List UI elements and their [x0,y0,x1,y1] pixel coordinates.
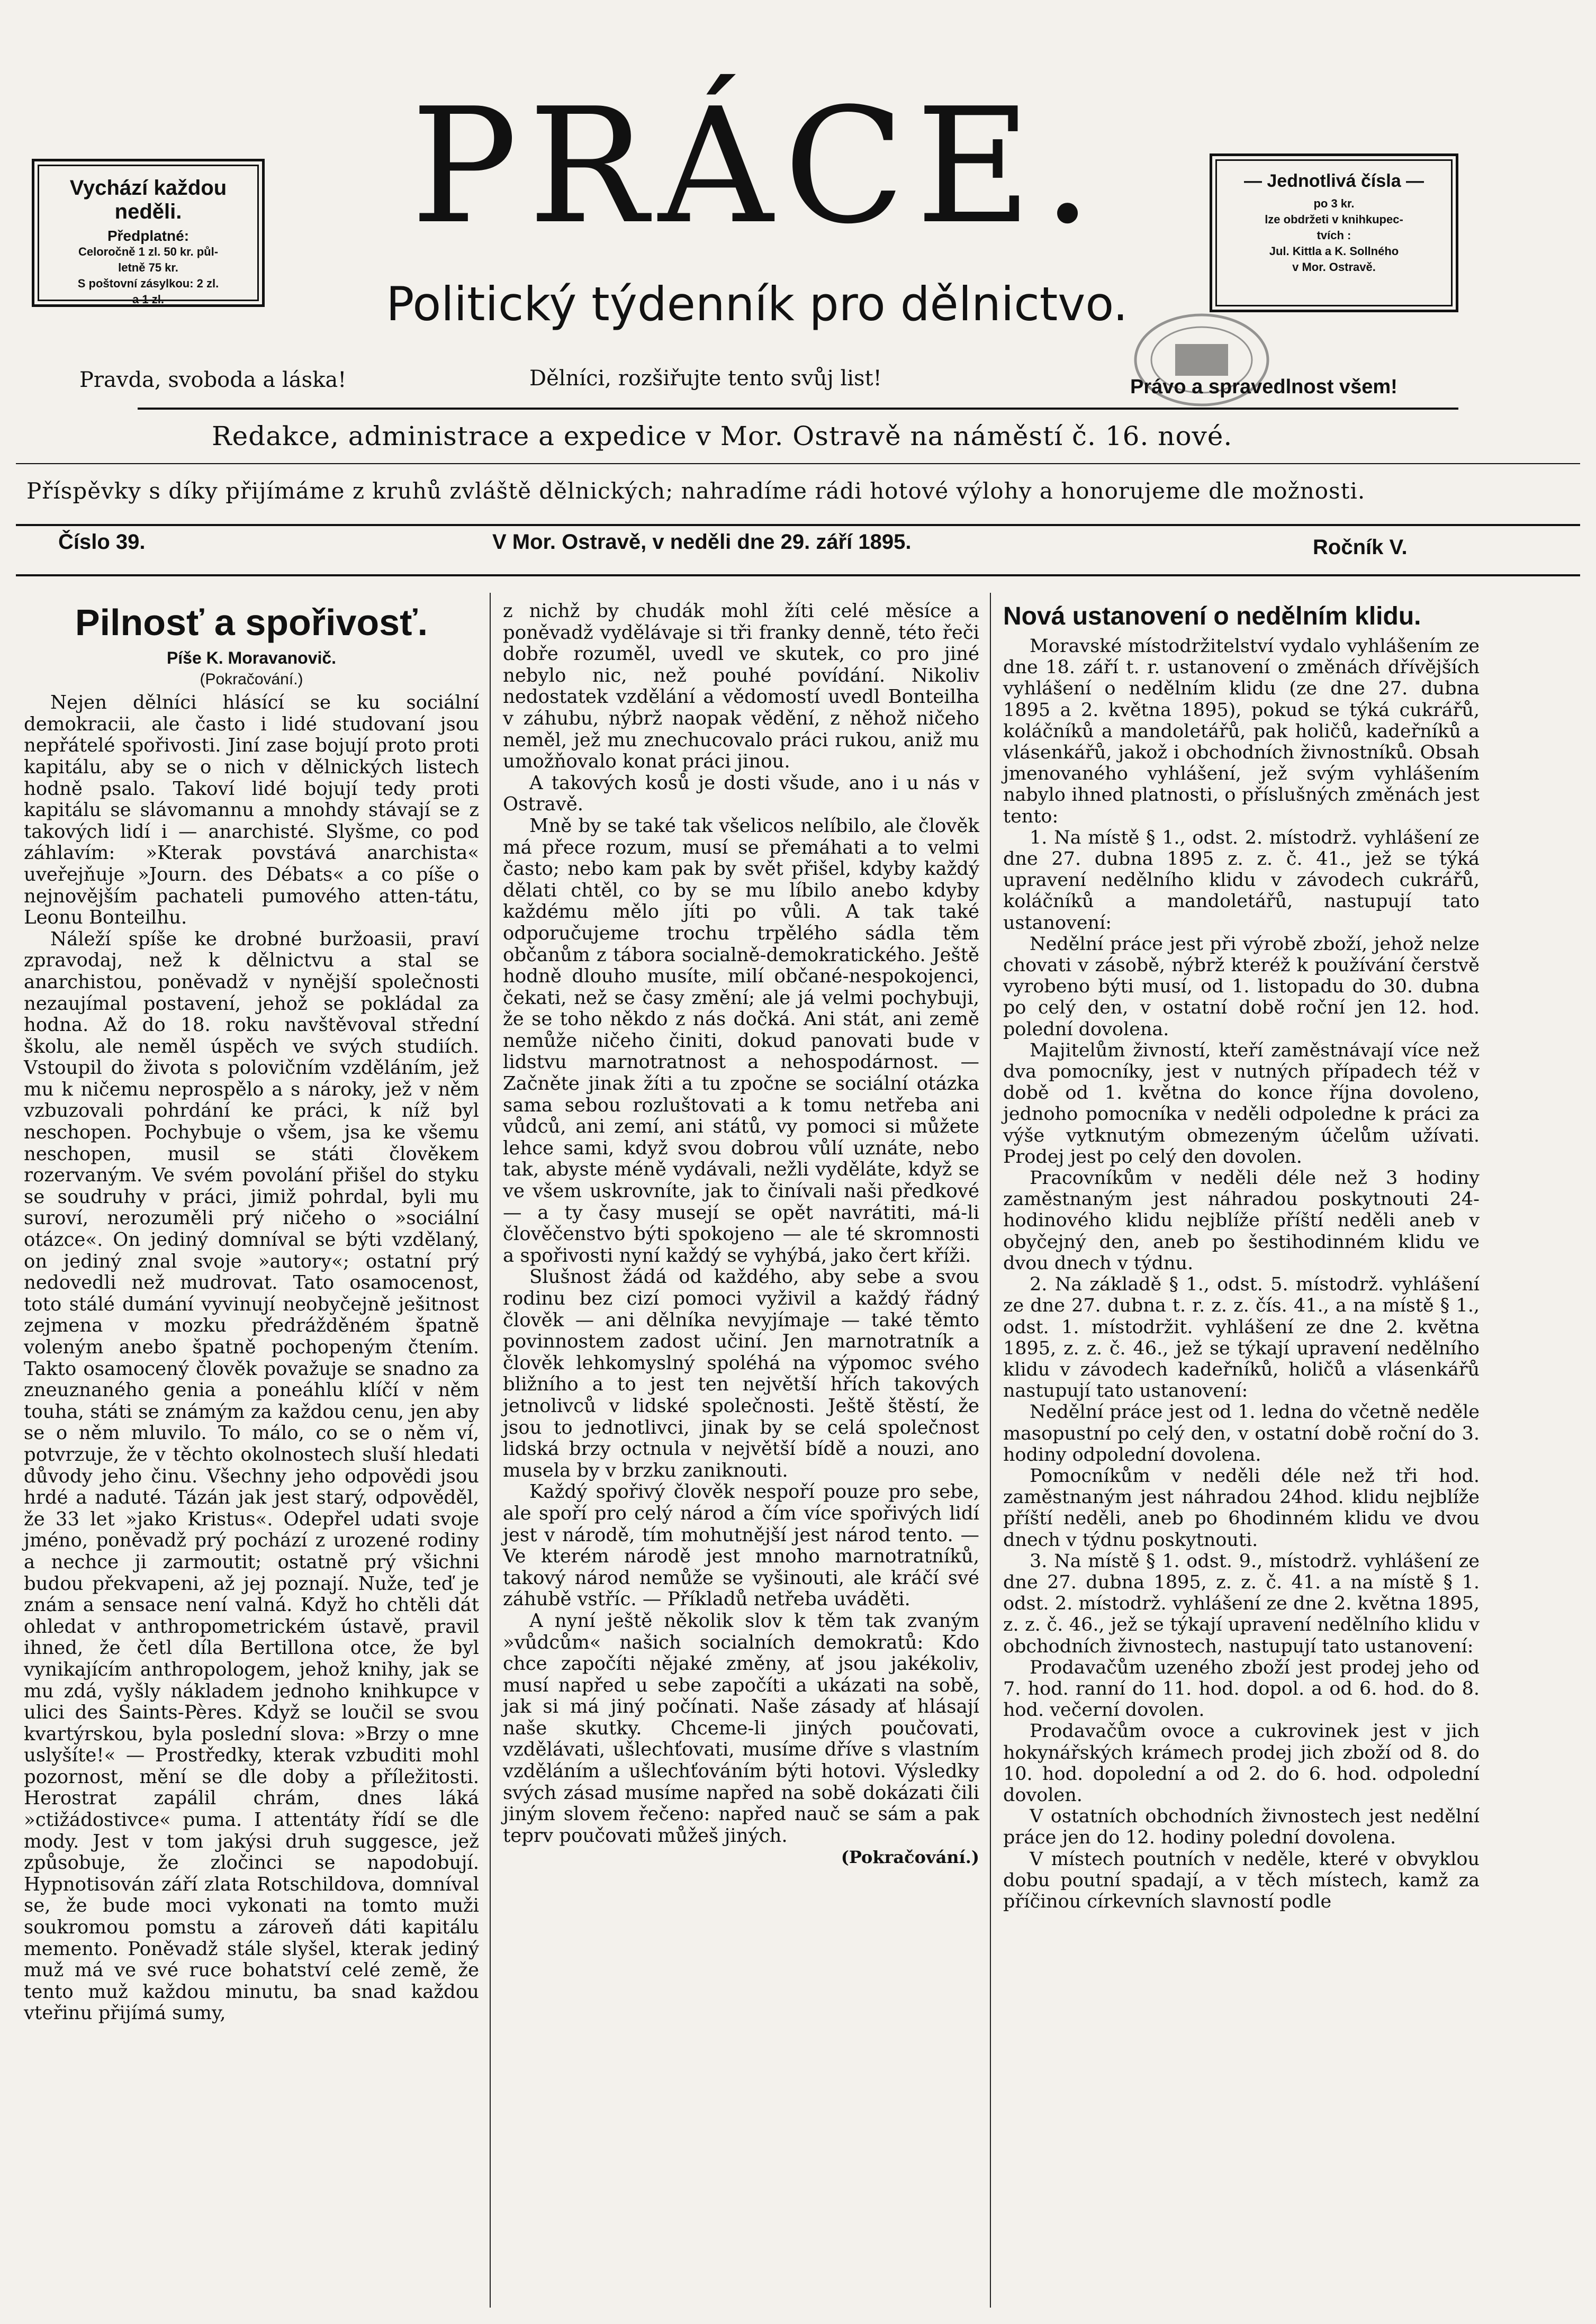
article-title: Pilnosť a spořivosť. [75,602,428,643]
column-3 [1003,601,1480,1912]
article-note: (Pokračování.) [200,670,303,688]
masthead-subtitle: Politický týdenník pro dělnictvo. [386,277,1128,331]
single-issue-line: lze obdržeti v knihkupec- [1265,213,1403,226]
paragraph: 3. Na místě § 1. odst. 9., místodrž. vyhlášení ze dne 27. dubna 1895, z. z. č. 41. a na místě § 1. odst. 2. místodrž. vyhlášení ze dne 2. května 1895, z. z. č. 46., jež se týkají upravení nedělního klidu v obchodních živnostech, nastupují tato ustanovení: [1003,1550,1480,1657]
dateline: V Mor. Ostravě, v neděli dne 29. září 1895. [492,530,912,554]
subscription-title: Vychází každou neděli. [69,176,227,223]
motto-left: Pravda, svoboda a láska! [79,368,347,392]
column-1 [24,601,479,2024]
motto-right: Právo a spravedlnost všem! [1130,376,1397,398]
paragraph: Prodavačům uzeného zboží jest prodej jeho od 7. hod. ranní do 11. hod. dopol. a od 6. hod. do 8. hod. večerní dovolen. [1003,1657,1480,1721]
motto-center: Dělníci, rozšiřujte tento svůj list! [529,366,882,391]
single-issue-line: po 3 kr. [1313,197,1355,210]
paragraph: Náleží spíše ke drobné buržoasii, praví zpravodaj, než k dělnictvu a stal se anarchistou, poněvadž v nynější společnosti nezaujímal postavení, jehož se pokládal za hodna. Až do 18. roku navštěvoval střední školu, ale neměl úspěch ve svých studiích. Vstoupil do života s polovičním vzděláním, jež mu k ničemu neprospělo a s nároky, jež v něm vzbuzovali pohrdání ke práci, k níž byl neschopen. Pochybuje o všem, jsa ke všemu neschopen, musil se státi člověkem rozervaným. Ve svém povolání přišel do styku se soudruhy v práci, jimiž pohrdal, byli mu suroví, nerozuměli prý ničeho o »sociální otázce«. On jediný domníval se býti vzdělaný, on jediný znal svoje »autory«; ostatní prý nedovedli než mudrovat. Tato osamocenost, toto stálé dumání vyvinují neobyčejně ješitnost zejmena v mozku předrážděném špatně voleným anebo špatně pochopeným čtením. Takto osamocený člověk považuje se snadno za zneuznaného genia a poneáhlu klíčí v něm touha, státi se známým za každou cenu, jen aby se o něm mluvilo. To málo, co se o něm ví, potvrzuje, že v těchto okolnostech sluší hledati důvody jeho činu. Všechny jeho odpovědi jsou hrdé a naduté. Tázán jak jest starý, odpověděl, že 33 let »jako Kristus«. Odepřel udati svoje jméno, poněvadž prý pochází z urozené rodiny a nechce ji zarmoutit; ostatně prý všichni budou překvapeni, až jej poznají. Nuže, teď je znám a sensace není valná. Když ho chtěli dát ohledat v anthropometrickém ústavě, pravil ihned, že četl díla Bertillona otce, že byl vynikajícím anthropologem, jehož knihy, jak se mu zdá, vyšly nákladem jednoho knihkupce v ulici des Saints-Pères. Když se loučil se svou kvartýrskou, byla poslední slova: »Brzy o mne uslyšíte!« — Prostředky, kterak vzbuditi mohl pozornost, mění se dle doby a příležitosti. Herostrat zapálil chrám, dnes láká »ctižádostivce« puma. I attentáty řídí se dle mody. Jest v tom jakýsi druh suggesce, jež způsobuje, že zločinci se napodobují. Hypnotisován září zlata Rotschildova, domníval se, že bude moci vykonati na tomto muži soukromou pomstu a zároveň dáti kapitálu memento. Poněvadž stále slyšel, kterak jediný muž má ve své ruce bohatství celé země, že tento muž každou minutu, ba snad každou vteřinu přijímá sumy, [24,928,479,2024]
single-issue-line: tvích : [1317,229,1351,242]
masthead-title: PRÁCE. [410,74,1104,259]
paragraph: z nichž by chudák mohl žíti celé měsíce a poněvadž vydělávaje si tři franky denně, této řeči dobře rozuměl, uvedl ve skutek, co pro jiné nebylo nic, než pouhé povídání. Nikoliv nedostatek vzdělání a vědomostí uvedl Bonteilha v záhubu, nýbrž naopak vědění, z něhož ničeho neměl, jež mu znechucovalo práci rukou, aniž mu umožňovalo konat práci jinou. [503,600,979,773]
paragraph: 1. Na místě § 1., odst. 2. místodrž. vyhlášení ze dne 27. dubna 1895 z. z. č. 41., jež se týká upravení nedělního klidu v závodech cukrářů, koláčníků a mandoletářů, nastupují tato ustanovení: [1003,827,1480,934]
paragraph: A takových kosů je dosti všude, ano i u nás v Ostravě. [503,772,979,816]
paragraph: Pomocníkům v neděli déle než tři hod. zaměstnaným jest náhradou 24hod. klidu nejblíže příští neděli, aneb po 6hodinném klidu ve dvou dnech v týdnu poskytnouti. [1003,1465,1480,1551]
subscription-line: a 1 zl. [132,293,164,306]
paragraph: Pracovníkům v neděli déle než 3 hodiny zaměstnaným jest náhradou poskytnouti 24-hodinového klidu nejblíže příští neděli aneb v obyčejný den, aneb po šestihodinném klidu ve dvou dnech v týdnu. [1003,1168,1480,1274]
rule [138,408,1458,410]
column-divider [490,593,491,2308]
rule [16,524,1580,526]
continuation-note: (Pokračování.) [841,1847,979,1868]
paragraph: A nyní ještě několik slov k těm tak zvaným »vůdcům« našich socialních demokratů: Kdo chce započíti nějaké změny, ať jsou jakékoliv, musí napřed u sebe započíti a ukázati na sobě, jak si má jiný počínati. Naše zásady ať hlásají naše skutky. Chceme-li jiných poučovati, vzdělávati, ušlechťovati, musíme dříve s vlastním vzděláním a ušlechťováním býti hotovi. Výsledky svých zásad musíme napřed na sobě dokázati čili jiným slovem řečeno: napřed nauč se sám a pak teprv poučovati můžeš jiných. [503,1609,979,1847]
paragraph: V ostatních obchodních živnostech jest nedělní práce jen do 12. hodiny polední dovolena. [1003,1806,1480,1849]
issue-number: Číslo 39. [58,530,146,554]
paragraph: Slušnost žádá od každého, aby sebe a svou rodinu bez cizí pomoci vyživil a každý řádný člověk — ani dělníka nevyjímaje — také těmto povinnostem zadost učiní. Jen marnotratník a člověk lehkomyslný spoléhá na výpomoc svého bližního a to jest ten největší hřích takových jetnolivců v lidské společnosti. Ještě štěstí, že jsou to jednotlivci, jinak by se celá společnost lidská brzy octnula v největší bídě a nouzi, ano musela by v brzku zaniknouti. [503,1266,979,1481]
paragraph: Nedělní práce jest od 1. ledna do včetně neděle masopustní po celý den, v ostatní době roční do 3. hodiny odpolední dovolena. [1003,1401,1480,1466]
rule [16,463,1580,464]
volume: Ročník V. [1313,536,1408,559]
paragraph: V místech poutních v neděle, které v obvyklou dobu poutní spadají, a v těch místech, kamž za příčinou církevních slavností podle [1003,1848,1480,1912]
subscription-line: letně 75 kr. [118,261,178,274]
address-line: Redakce, administrace a expedice v Mor. Ostravě na náměstí č. 16. nové. [212,421,1233,451]
rule [16,574,1580,576]
single-issue-line: v Mor. Ostravě. [1292,260,1376,274]
subscription-line: S poštovní zásylkou: 2 zl. [77,277,219,290]
single-issue-box [1210,153,1458,312]
subscription-box [32,159,265,307]
paragraph: Nedělní práce jest při výrobě zboží, jehož nelze chovati v zásobě, nýbrž kteréž k používání čerstvě vyrobeno býti musí, od 1. listopadu do 30. dubna po celý den, v ostatní době roční jen 12. hod. polední dovolena. [1003,933,1480,1040]
column-divider [990,593,991,2308]
column-2 [503,601,979,1868]
single-issue-line: Jul. Kittla a K. Sollného [1269,245,1399,258]
paragraph: Prodavačům ovoce a cukrovinek jest v jich hokynářských krámech prodej jich zboží od 8. do 10. hod. dopolední a od 2. do 6. hod. odpolední dovolen. [1003,1721,1480,1806]
subscription-line: Celoročně 1 zl. 50 kr. půl- [78,245,219,258]
single-issue-title: — Jednotlivá čísla — [1243,171,1424,191]
paragraph: 2. Na základě § 1., odst. 5. místodrž. vyhlášení ze dne 27. dubna t. r. z. z. čís. 41., a na místě § 1., odst. 1. místodržit. vyhlášení ze dne 2. května 1895, z. z. č. 46., jež se týkají upravení nedělního klidu v závodech kadeřníků, holičů a vlásenkářů nastupují tato ustanovení: [1003,1274,1480,1402]
subscription-line: Předplatné: [107,228,190,244]
paragraph: Moravské místodržitelství vydalo vyhlášením ze dne 18. září t. r. ustanovení o změnách dřívějších vyhlášení o nedělním klidu (ze dne 27. dubna 1895 a 2. května 1895), pokud se týká cukrářů, koláčníků a mandoletářů, pak holičů, kadeřníků a vlásenkářů, jakož i obchodních živnostníků. Obsah jmenovaného vyhlášení, jež svým vyhlášením nabylo ihned platnosti, o příslušných změnách jest tento: [1003,636,1480,827]
article-title: Nová ustanovení o nedělním klidu. [1003,602,1421,630]
paragraph: Majitelům živností, kteří zaměstnávají více než dva pomocníky, jest v nutných případech též v době od 1. května do konce října dovoleno, jednoho pomocníka v neděli odpoledne k práci za výše vytknutým obmezeným účelům užívati. Prodej jest po celý den dovolen. [1003,1039,1480,1168]
paragraph: Každý spořivý člověk nespoří pouze pro sebe, ale spoří pro celý národ a čím více spořivých lidí jest v národě, tím mohutnější jest národ tento. — Ve kterém národě jest mnoho marnotratníků, takový národ nemůže se vyšinouti, ale kráčí své záhubě vstříc. — Příkladů netřeba uváděti. [503,1481,979,1611]
paragraph: Nejen dělníci hlásící se ku sociální demokracii, ale často i lidé studovaní jsou nepřátelé spořivosti. Jiní zase bojují proto proti kapitálu, aby se o nich v dělnických listech hodně psalo. Takoví lidé bojují tedy proti kapitálu se slávomannu a mnohdy stávají se z takových lidí i — anarchisté. Slyšme, co pod záhlavím: »Kterak povstává anarchista« uveřejňuje »Journ. des Débats« a co píše o nejnovějším pachateli pumového atten-tátu, Leonu Bonteilhu. [24,692,479,929]
contributions-line: Příspěvky s díky přijímáme z kruhů zvláště dělnických; nahradíme rádi hotové výlohy a honorujeme dle možnosti. [26,478,1366,504]
article-author: Píše K. Moravanovič. [166,648,337,667]
paragraph: Mně by se také tak všelicos nelíbilo, ale člověk má přece rozum, musí se přemáhati a to velmi často; nebo kam pak by svět přišel, kdyby každý dělati chtěl, co by se mu líbilo anebo kdyby každému mělo jíti po vůli. A tak také odporučujeme trochu trpělého sádla těm občanům z tábora socialně-demokratického. Ještě hodně dlouho musíte, milí občané-nespokojenci, čekati, než se časy změní; ale já velmi pochybuji, že se toho někdo z nás dočká. Ani stát, ani země nemůže ničeho činiti, dokud panovati bude v lidstvu marnotratnost a nehospodárnost. — Začněte jinak žíti a tu zpočne se sociální otázka sama sebou rozluštovati a k tomu netřeba ani vůdců, ani zemí, ani států, vy pomoci si můžete lehce sami, když svou dobrou vůlí uznáte, nebo tak, abyste méně vydávali, nežli vyděláte, když se ve všem uskrovníte, jak to činívali naši předkové — a ty časy musejí se opět navrátiti, má-li člověčenstvo býti spokojeno — ale té skromnosti a spořivosti nyní každý se vyhýbá, jako čert kříži. [503,815,979,1267]
